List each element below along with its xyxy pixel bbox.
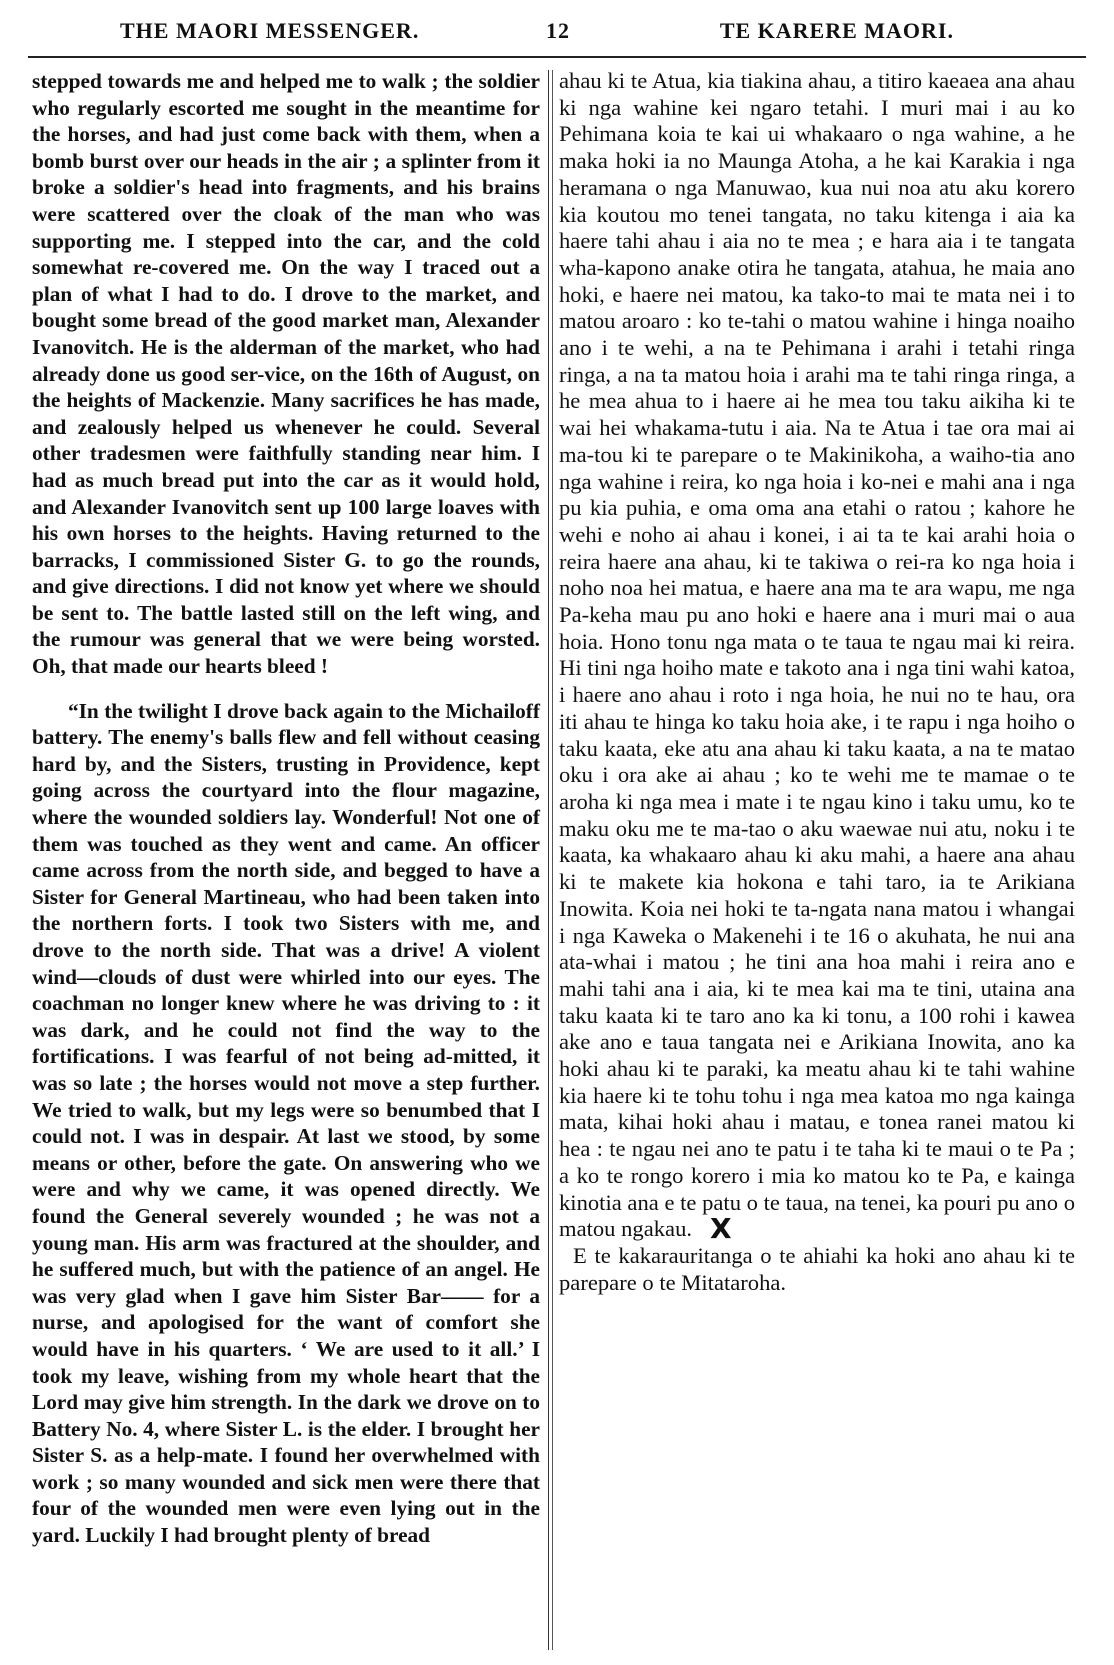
english-masthead: THE MAORI MESSENGER. [120, 18, 420, 43]
english-column [32, 68, 540, 1549]
margin-x-mark: X [710, 1212, 732, 1246]
page-header [28, 18, 1086, 52]
column-divider [548, 70, 549, 1650]
english-paragraph-1: stepped towards me and helped me to walk ; the soldier who regularly escorted me sought in the meantime for the horses, and had just come back with them, when a bomb burst over our heads in the air ; a splinter from it broke a soldier's head into fragments, and his brains were scattered over the cloak of the man who was supporting me. I stepped into the car, and the cold somewhat re-covered me. On the way I traced out a plan of what I had to do. I drove to the market, and bought some bread of the good market man, Alexander Ivanovitch. He is the alderman of the market, who had already done us good ser-vice, on the 16th of August, on the heights of Mackenzie. Many sacrifices he has made, and zealously helped us whenever he could. Several other tradesmen were faithfully standing near him. I had as much bread put into the car as it would hold, and Alexander Ivanovitch sent up 100 large loaves with his own horses to the heights. Having returned to the barracks, I commissioned Sister G. to go the rounds, and give directions. I did not know yet where we should be sent to. The battle lasted still on the left wing, and the rumour was general that we were being worsted. Oh, that made our hearts bleed ! [32, 69, 540, 679]
maori-paragraph-1-text: ahau ki te Atua, kia tiakina ahau, a titiro kaeaea ana ahau ki nga wahine kei ngaro tetahi. I muri mai i au ko Pehimana koia te kai ui whakaaro o nga wahine, a he maka hoki ia no Maunga Atoha, a he kai Karakia i nga heramana o nga Manuwao, kua nui noa atu aku korero kia koutou mo tenei tangata, no taku kitenga i aia ka haere tahi ahau i aia no te mea ; e hara aia i te tangata wha-kapono anake otira he tangata, atahua, he maia ano hoki, e haere nei matou, ka tako-to mai te mata nei i to matou aroaro : ko te-tahi o matou wahine i hinga noaiho ano i te wehi, a na te Pehimana i arahi i tetahi ringa ringa, a na ta matou hoia i arahi ma te tahi ringa ringa, a he mea ahua to i haere ai he mea tou taku aikiha ki te wai hei whakama-tutu i aia. Na te Atua i tae ora mai ai ma-tou ki te parepare o te Makinikoha, a waiho-tia ano nga wahine i reira, ko nga hoia i ko-nei e mahi ana i nga pu kia puhia, e oma oma ana etahi o ratou ; kahore he wehi e noho ai ahau i konei, i ai ta te kai arahi hoia o reira haere ana ahau, ki te takiwa o rei-ra ko nga hoia i noho noa hei matua, e haere ana ma te ara wapu, me nga Pa-keha mau pu ano hoki e haere ana i muri mai o aua hoia. Hono tonu nga mata o te taua te ngau mai ki reira. Hi tini nga hoiho mate e takoto ana i nga tini wahi katoa, i haere ano ahau i roto i nga hoia, he nui no te hau, ora iti ahau te hinga ko taku hoia ake, i te rapu i nga hoiho o taku kaata, eke atu ana ahau ki taku kaata, a na te matao oku i ora ake ai ahau ; ko te wehi me te mamae o te aroha ki nga mea i mate i te ngau kino i taku umu, ko te maku oku me te ma-tao o aku waewae nui atu, noku i te kaata, ka whakaaro ahau ki aku mahi, a haere ana ahau ki te makete kia hokona e tahi taro, ia te Arikiana Inowita. Koia nei hoki te ta-ngata nana matou i whangai i nga Kaweka o Makenehi i te 16 o akuhata, he nui ana ata-whai i matou ; he tini ana hoa mahi i reira ano e mahi tahi ana i aia, ki te mea kai ma te tini, utaina ana taku kaata ki te taro ano ka ki tonu, a 100 rohi i kawea ake ano e taua tangata nei e Arikiana Inowita, ano ka hoki ahau ki te paraki, ka meatu ahau ki te tahi wahine kia haere ki te tohu tohu i nga mea katoa mo nga kainga mata, kihai hoki ahau i matau, e tonea ranei matou ki hea : te ngau nei ano te patu i te taha ki te maui o te Pa ; a ko te rongo korero i mia ko matou ko te Pa, e kainga kinotia ana e te patu o te taua, na tenei, ka pouri pu ano o matou ngakau. [559, 68, 1075, 1242]
column-divider-inner [552, 70, 553, 1650]
maori-masthead: TE KARERE MAORI. [719, 18, 954, 43]
maori-paragraph-1 [559, 68, 1075, 1246]
page-number: 12 [546, 18, 570, 43]
maori-paragraph-2: E te kakarauritanga o te ahiahi ka hoki ano ahau ki te parepare o te Mitataroha. [559, 1242, 1075, 1295]
english-paragraph-2: “In the twilight I drove back again to the Michailoff battery. The enemy's balls flew and fell without ceasing hard by, and the Sisters, trusting in Providence, kept going across the courtyard into the flour magazine, where the wounded soldiers lay. Wonderful! Not one of them was touched as they went and came. An officer came across from the north side, and begged to have a Sister for General Martineau, who had been taken into the northern forts. I took two Sisters with me, and drove to the north side. That was a drive! A violent wind—clouds of dust were whirled into our eyes. The coachman no longer knew where he was driving to : it was dark, and he could not find the way to the fortifications. I was fearful of not being ad-mitted, it was so late ; the horses would not move a step further. We tried to walk, but my legs were so benumbed that I could not. I was in despair. At last we stood, by some means or other, before the gate. On answering who we were and why we came, it was opened directly. We found the General severely wounded ; he was not a young man. His arm was fractured at the shoulder, and he suffered much, but with the patience of an angel. He was very glad when I gave him Sister Bar—— for a nurse, and apologised for the want of comfort she would have in his quarters. ‘ We are used to it all.’ I took my leave, wishing from my whole heart that the Lord may give him strength. In the dark we drove on to Battery No. 4, where Sister L. is the elder. I brought her Sister S. as a help-mate. I found her overwhelmed with work ; so many wounded and sick men were there that four of the wounded men were even lying out in the yard. Luckily I had brought plenty of bread [32, 698, 540, 1548]
maori-column [559, 68, 1075, 1296]
header-rule [28, 56, 1086, 58]
